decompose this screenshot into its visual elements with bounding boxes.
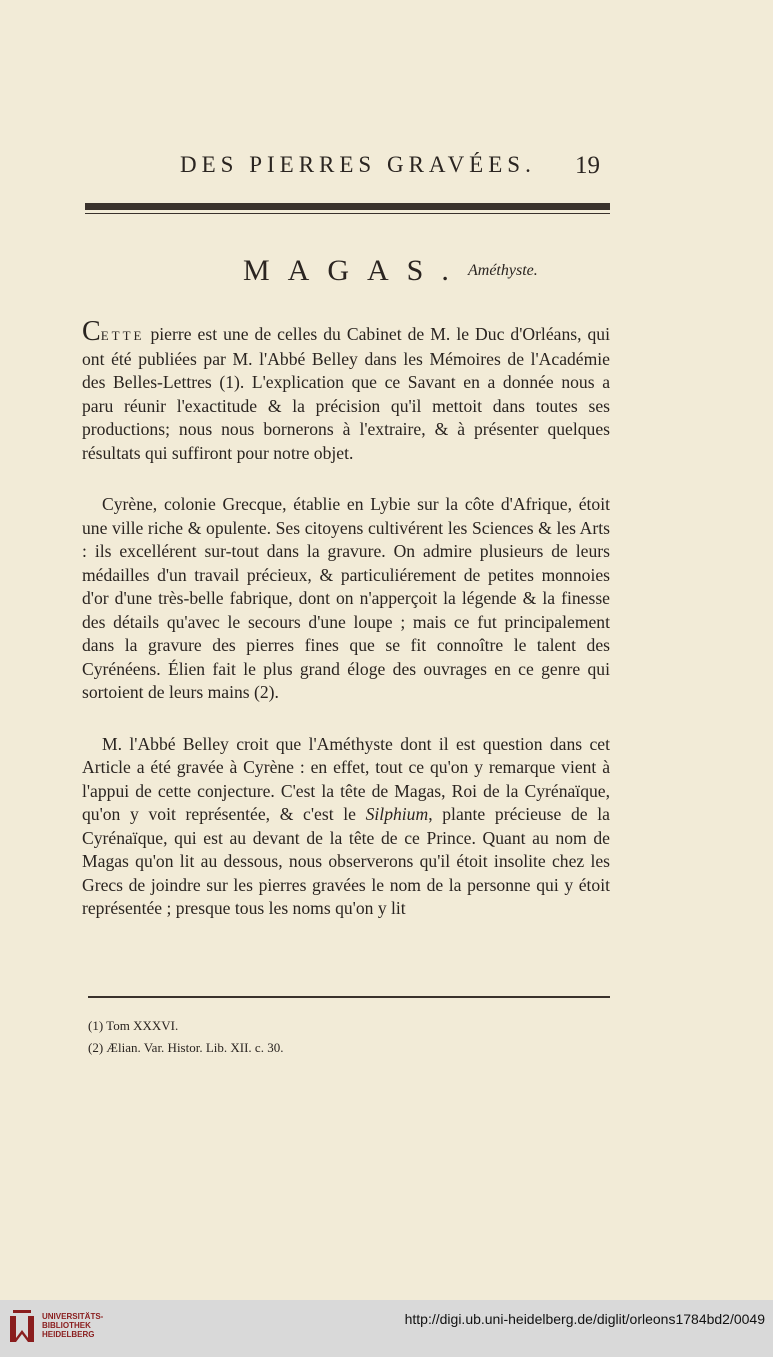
running-head: DES PIERRES GRAVÉES. <box>180 152 536 177</box>
header-rule-thin <box>85 213 610 214</box>
logo-line-1: UNIVERSITÄTS- <box>42 1312 104 1321</box>
paragraph-1 <box>82 318 610 465</box>
library-logo-icon <box>8 1308 36 1344</box>
footnote-rule <box>88 996 610 998</box>
footnote-1: (1) Tom XXXVI. <box>88 1018 179 1033</box>
small-caps-word: ETTE <box>100 328 145 343</box>
logo-line-2: BIBLIOTHEK <box>42 1321 91 1330</box>
italic-term: Silphium <box>365 804 429 824</box>
footnotes <box>88 1015 283 1059</box>
page-number: 19 <box>575 152 600 179</box>
paragraph-3-text-after: , plante précieuse de la Cyrénaïque, qui est au devant de la tête de ce Prince. Quant au nom de Magas qu'on lit au dessous, nous observerons qu'il étoit insolite chez les Grecs de joindre sur les pierres gravées le nom de la personne qui y étoit représentée ; presque tous les noms qu'on y lit <box>82 804 610 918</box>
footnote-2: (2) Ælian. Var. Histor. Lib. XII. c. 30. <box>88 1040 284 1055</box>
logo-line-3: HEIDELBERG <box>42 1330 95 1339</box>
library-footer <box>0 1300 773 1357</box>
section-title: MAGAS. <box>243 254 467 287</box>
section-subtitle: Améthyste. <box>468 262 538 279</box>
paragraph-1-text: pierre est une de celles du Cabinet de M. le Duc d'Orléans, qui ont été publiées par M. l'Abbé Belley dans les Mémoires de l'Académie des Belles-Lettres (1). L'explication que ce Savant en a donnée nous a paru réunir l'exactitude & la précision qu'il mettoit dans toutes ses productions; nous nous bornerons à l'extraire, & à présenter quelques résultats qui suffiront pour notre objet. <box>82 324 610 463</box>
drop-cap: C <box>82 316 101 347</box>
header-rule-thick <box>85 203 610 210</box>
body-text <box>82 318 610 949</box>
paragraph-3-text-before: M. l'Abbé Belley croit que l'Améthyste dont il est question dans cet Article a été gravée à Cyrène : en effet, tout ce qu'on y remarque vient à l'appui de cette conjecture. C'est la tête de Magas, Roi de la Cyrénaïque, qu'on y voit représentée, & c'est le <box>82 733 610 824</box>
library-logo-text <box>42 1312 103 1339</box>
paragraph-2: Cyrène, colonie Grecque, établie en Lybie sur la côte d'Afrique, étoit une ville riche & opulente. Ses citoyens cultivérent les Sciences & les Arts : ils excellérent sur-tout dans la gravure. On admire plusieurs de leurs médailles d'un travail précieux, & particuliérement de petites monnoies d'or d'une très-belle fabrique, dont on n'apperçoit la légende & la finesse des détails qu'avec le secours d'une loupe ; mais ce fut principalement dans la gravure des pierres fines que se fit connoître le talent des Cyrénéens. Élien fait le plus grand éloge des ouvrages en ce genre qui sortoient de leurs mains (2). <box>82 494 610 702</box>
paragraph-3 <box>82 733 610 921</box>
source-url-link[interactable]: http://digi.ub.uni-heidelberg.de/diglit/orleons1784bd2/0049 <box>404 1311 765 1327</box>
